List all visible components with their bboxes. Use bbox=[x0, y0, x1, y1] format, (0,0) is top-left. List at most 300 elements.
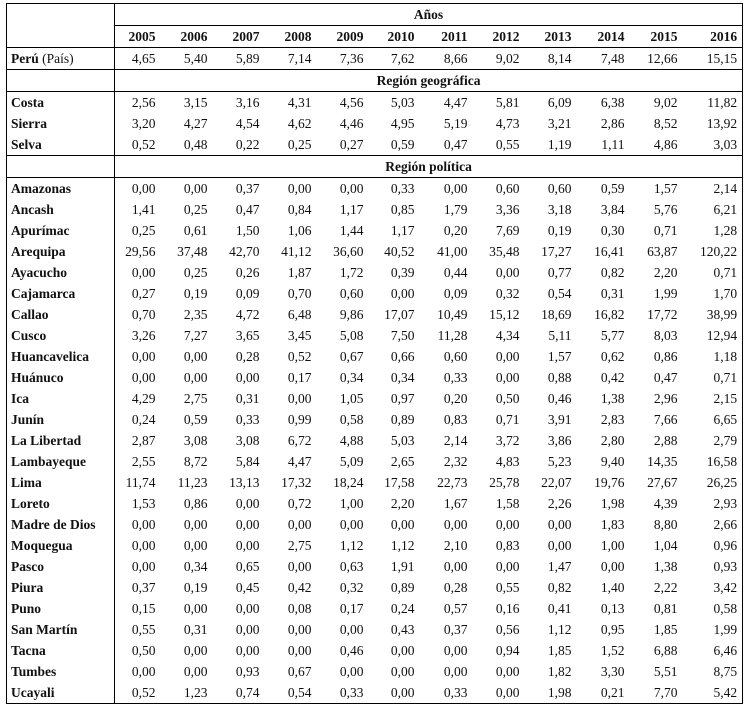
value-cell: 0,60 bbox=[495, 181, 520, 196]
value-cell: 0,99 bbox=[287, 412, 312, 427]
row-label bbox=[7, 556, 115, 577]
value-cell: 12,94 bbox=[683, 325, 743, 346]
value-cell: 17,32 bbox=[281, 475, 312, 490]
value-cell: 0,34 bbox=[183, 559, 208, 574]
value-cell: 0,33 bbox=[235, 412, 260, 427]
region-name: Ucayali bbox=[11, 685, 55, 700]
value-cell: 0,09 bbox=[443, 286, 468, 301]
value-cell: 1,67 bbox=[443, 496, 468, 511]
value-cell: 1,83 bbox=[600, 517, 625, 532]
value-cell: 2,10 bbox=[443, 538, 468, 553]
value-cell: 0,44 bbox=[443, 265, 468, 280]
value-cell: 8,80 bbox=[653, 517, 678, 532]
value-cell: 0,77 bbox=[547, 265, 572, 280]
value-cell: 6,21 bbox=[683, 199, 743, 220]
row-label bbox=[7, 304, 115, 325]
region-name: Huancavelica bbox=[11, 349, 89, 364]
value-cell: 0,00 bbox=[235, 643, 260, 658]
value-cell: 0,97 bbox=[390, 391, 415, 406]
value-cell: 3,08 bbox=[183, 433, 208, 448]
value-cell: 2,87 bbox=[115, 430, 161, 451]
value-cell: 17,07 bbox=[384, 307, 415, 322]
region-name: San Martín bbox=[11, 622, 78, 637]
year-header: 2011 bbox=[420, 26, 473, 48]
section-header-row bbox=[7, 70, 743, 92]
value-cell: 7,14 bbox=[265, 48, 317, 70]
value-cell: 0,09 bbox=[235, 286, 260, 301]
value-cell: 37,48 bbox=[177, 244, 208, 259]
section-title: Región geográfica bbox=[115, 70, 743, 92]
year-header: 2008 bbox=[265, 26, 317, 48]
value-cell: 7,69 bbox=[495, 223, 520, 238]
value-cell: 3,30 bbox=[600, 664, 625, 679]
header-title-row bbox=[7, 4, 743, 26]
value-cell: 0,00 bbox=[339, 517, 364, 532]
value-cell: 2,55 bbox=[115, 451, 161, 472]
value-cell: 5,08 bbox=[339, 328, 364, 343]
value-cell: 0,42 bbox=[600, 370, 625, 385]
value-cell: 0,47 bbox=[653, 370, 678, 385]
year-header: 2009 bbox=[317, 26, 369, 48]
value-cell: 5,84 bbox=[235, 454, 260, 469]
region-name: Arequipa bbox=[11, 244, 66, 259]
value-cell: 4,29 bbox=[115, 388, 161, 409]
value-cell: 0,71 bbox=[495, 412, 520, 427]
value-cell: 0,00 bbox=[443, 517, 468, 532]
value-cell: 1,98 bbox=[600, 496, 625, 511]
value-cell: 1,11 bbox=[577, 134, 630, 156]
value-cell: 0,83 bbox=[443, 412, 468, 427]
value-cell: 8,14 bbox=[525, 48, 577, 70]
value-cell: 3,72 bbox=[495, 433, 520, 448]
value-cell: 1,91 bbox=[390, 559, 415, 574]
value-cell: 4,46 bbox=[339, 116, 364, 131]
value-cell: 2,20 bbox=[653, 265, 678, 280]
value-cell: 0,67 bbox=[287, 664, 312, 679]
value-cell: 0,28 bbox=[443, 580, 468, 595]
value-cell: 5,03 bbox=[390, 433, 415, 448]
row-label bbox=[7, 346, 115, 367]
value-cell: 0,24 bbox=[115, 409, 161, 430]
value-cell: 0,00 bbox=[183, 370, 208, 385]
value-cell: 0,63 bbox=[339, 559, 364, 574]
value-cell: 0,60 bbox=[443, 349, 468, 364]
value-cell: 26,25 bbox=[683, 472, 743, 493]
value-cell: 0,00 bbox=[235, 370, 260, 385]
value-cell: 1,38 bbox=[600, 391, 625, 406]
value-cell: 4,54 bbox=[235, 116, 260, 131]
value-cell: 0,31 bbox=[183, 622, 208, 637]
value-cell: 42,70 bbox=[229, 244, 260, 259]
region-row bbox=[7, 367, 743, 388]
region-row bbox=[7, 430, 743, 451]
value-cell: 9,02 bbox=[473, 48, 525, 70]
value-cell: 0,24 bbox=[390, 601, 415, 616]
value-cell: 4,27 bbox=[183, 116, 208, 131]
value-cell: 0,47 bbox=[420, 134, 473, 156]
value-cell: 9,86 bbox=[339, 307, 364, 322]
value-cell: 1,18 bbox=[683, 346, 743, 367]
value-cell: 1,57 bbox=[547, 349, 572, 364]
region-name: Callao bbox=[11, 307, 49, 322]
value-cell: 0,00 bbox=[443, 643, 468, 658]
value-cell: 8,03 bbox=[653, 328, 678, 343]
value-cell: 0,71 bbox=[683, 262, 743, 283]
value-cell: 4,34 bbox=[495, 328, 520, 343]
region-name: Loreto bbox=[11, 496, 50, 511]
value-cell: 120,22 bbox=[683, 241, 743, 262]
value-cell: 0,82 bbox=[600, 265, 625, 280]
value-cell: 0,00 bbox=[183, 517, 208, 532]
value-cell: 0,50 bbox=[495, 391, 520, 406]
value-cell: 0,39 bbox=[390, 265, 415, 280]
value-cell: 0,00 bbox=[115, 178, 161, 200]
value-cell: 1,52 bbox=[600, 643, 625, 658]
value-cell: 1,12 bbox=[547, 622, 572, 637]
value-cell: 0,66 bbox=[390, 349, 415, 364]
row-label bbox=[7, 472, 115, 493]
value-cell: 15,12 bbox=[489, 307, 520, 322]
value-cell: 4,31 bbox=[287, 95, 312, 110]
value-cell: 0,58 bbox=[683, 598, 743, 619]
value-cell: 1,38 bbox=[653, 559, 678, 574]
region-name: Cusco bbox=[11, 328, 47, 343]
value-cell: 2,93 bbox=[683, 493, 743, 514]
value-cell: 0,54 bbox=[265, 682, 317, 704]
row-label bbox=[7, 598, 115, 619]
value-cell: 4,95 bbox=[390, 116, 415, 131]
value-cell: 0,00 bbox=[115, 514, 161, 535]
row-label bbox=[7, 682, 115, 704]
value-cell: 0,55 bbox=[115, 619, 161, 640]
value-cell: 0,85 bbox=[390, 202, 415, 217]
value-cell: 0,00 bbox=[547, 517, 572, 532]
value-cell: 4,86 bbox=[630, 134, 683, 156]
value-cell: 0,27 bbox=[115, 283, 161, 304]
value-cell: 17,27 bbox=[541, 244, 572, 259]
value-cell: 2,26 bbox=[547, 496, 572, 511]
value-cell: 0,43 bbox=[390, 622, 415, 637]
value-cell: 16,41 bbox=[594, 244, 625, 259]
row-label bbox=[7, 640, 115, 661]
value-cell: 3,15 bbox=[183, 95, 208, 110]
value-cell: 0,19 bbox=[547, 223, 572, 238]
value-cell: 8,72 bbox=[183, 454, 208, 469]
row-label bbox=[7, 220, 115, 241]
value-cell: 0,00 bbox=[339, 664, 364, 679]
region-name: La Libertad bbox=[11, 433, 82, 448]
value-cell: 18,69 bbox=[541, 307, 572, 322]
value-cell: 0,25 bbox=[265, 134, 317, 156]
value-cell: 0,65 bbox=[235, 559, 260, 574]
value-cell: 7,48 bbox=[577, 48, 630, 70]
region-row bbox=[7, 346, 743, 367]
value-cell: 2,86 bbox=[600, 116, 625, 131]
region-row bbox=[7, 134, 743, 156]
value-cell: 0,00 bbox=[287, 181, 312, 196]
value-cell: 4,83 bbox=[495, 454, 520, 469]
region-row bbox=[7, 556, 743, 577]
value-cell: 0,00 bbox=[390, 643, 415, 658]
value-cell: 0,89 bbox=[390, 580, 415, 595]
value-cell: 0,54 bbox=[547, 286, 572, 301]
value-cell: 0,52 bbox=[115, 134, 161, 156]
value-cell: 2,14 bbox=[683, 178, 743, 200]
row-label bbox=[7, 178, 115, 200]
row-label bbox=[7, 619, 115, 640]
value-cell: 0,19 bbox=[183, 286, 208, 301]
row-label bbox=[7, 451, 115, 472]
row-label bbox=[7, 92, 115, 114]
value-cell: 0,16 bbox=[495, 601, 520, 616]
value-cell: 0,55 bbox=[495, 580, 520, 595]
value-cell: 1,53 bbox=[115, 493, 161, 514]
row-label bbox=[7, 262, 115, 283]
value-cell: 3,65 bbox=[235, 328, 260, 343]
value-cell: 0,83 bbox=[495, 538, 520, 553]
value-cell: 0,45 bbox=[235, 580, 260, 595]
row-label bbox=[7, 388, 115, 409]
value-cell: 41,00 bbox=[437, 244, 468, 259]
value-cell: 1,82 bbox=[547, 664, 572, 679]
value-cell: 2,75 bbox=[287, 538, 312, 553]
region-name: Puno bbox=[11, 601, 42, 616]
value-cell: 4,62 bbox=[287, 116, 312, 131]
value-cell: 6,46 bbox=[683, 640, 743, 661]
row-label bbox=[7, 367, 115, 388]
value-cell: 0,72 bbox=[287, 496, 312, 511]
value-cell: 0,33 bbox=[420, 682, 473, 704]
value-cell: 3,26 bbox=[115, 325, 161, 346]
value-cell: 0,71 bbox=[653, 223, 678, 238]
value-cell: 0,00 bbox=[390, 664, 415, 679]
region-row bbox=[7, 304, 743, 325]
value-cell: 0,00 bbox=[495, 517, 520, 532]
value-cell: 2,79 bbox=[683, 430, 743, 451]
value-cell: 1,17 bbox=[339, 202, 364, 217]
value-cell: 0,86 bbox=[183, 496, 208, 511]
value-cell: 0,00 bbox=[287, 559, 312, 574]
value-cell: 1,19 bbox=[525, 134, 577, 156]
value-cell: 8,66 bbox=[420, 48, 473, 70]
region-name: Apurímac bbox=[11, 223, 70, 238]
value-cell: 7,62 bbox=[369, 48, 420, 70]
value-cell: 1,40 bbox=[600, 580, 625, 595]
value-cell: 0,33 bbox=[443, 370, 468, 385]
value-cell: 1,04 bbox=[653, 538, 678, 553]
country-qualifier: (País) bbox=[38, 51, 74, 66]
value-cell: 0,28 bbox=[235, 349, 260, 364]
value-cell: 1,06 bbox=[287, 223, 312, 238]
value-cell: 0,62 bbox=[600, 349, 625, 364]
value-cell: 2,35 bbox=[183, 307, 208, 322]
value-cell: 5,77 bbox=[600, 328, 625, 343]
value-cell: 0,00 bbox=[390, 517, 415, 532]
value-cell: 2,88 bbox=[653, 433, 678, 448]
value-cell: 5,76 bbox=[653, 202, 678, 217]
value-cell: 5,11 bbox=[548, 328, 572, 343]
region-row bbox=[7, 283, 743, 304]
value-cell: 0,70 bbox=[287, 286, 312, 301]
value-cell: 0,60 bbox=[339, 286, 364, 301]
value-cell: 0,34 bbox=[339, 370, 364, 385]
header-corner-cell bbox=[7, 4, 115, 26]
value-cell: 0,41 bbox=[547, 601, 572, 616]
country-row bbox=[7, 48, 743, 70]
value-cell: 0,67 bbox=[339, 349, 364, 364]
value-cell: 0,61 bbox=[183, 223, 208, 238]
value-cell: 0,00 bbox=[495, 349, 520, 364]
value-cell: 4,39 bbox=[653, 496, 678, 511]
value-cell: 0,00 bbox=[183, 181, 208, 196]
region-row bbox=[7, 113, 743, 134]
value-cell: 13,92 bbox=[683, 113, 743, 134]
value-cell: 1,05 bbox=[339, 391, 364, 406]
value-cell: 0,00 bbox=[183, 538, 208, 553]
region-row bbox=[7, 451, 743, 472]
region-row bbox=[7, 472, 743, 493]
value-cell: 0,00 bbox=[473, 682, 525, 704]
value-cell: 0,50 bbox=[115, 640, 161, 661]
region-row bbox=[7, 661, 743, 682]
value-cell: 0,00 bbox=[287, 517, 312, 532]
value-cell: 1,12 bbox=[390, 538, 415, 553]
value-cell: 0,00 bbox=[115, 661, 161, 682]
region-name: Huánuco bbox=[11, 370, 64, 385]
value-cell: 0,00 bbox=[369, 682, 420, 704]
year-header: 2006 bbox=[161, 26, 213, 48]
value-cell: 0,55 bbox=[473, 134, 525, 156]
value-cell: 0,60 bbox=[547, 181, 572, 196]
value-cell: 41,12 bbox=[281, 244, 312, 259]
value-cell: 0,00 bbox=[495, 559, 520, 574]
value-cell: 0,00 bbox=[235, 622, 260, 637]
value-cell: 0,00 bbox=[339, 181, 364, 196]
value-cell: 5,40 bbox=[161, 48, 213, 70]
value-cell: 7,27 bbox=[183, 328, 208, 343]
value-cell: 0,84 bbox=[287, 202, 312, 217]
value-cell: 0,25 bbox=[115, 220, 161, 241]
value-cell: 6,65 bbox=[683, 409, 743, 430]
value-cell: 0,95 bbox=[600, 622, 625, 637]
value-cell: 0,00 bbox=[183, 643, 208, 658]
value-cell: 2,83 bbox=[600, 412, 625, 427]
value-cell: 16,82 bbox=[594, 307, 625, 322]
row-label bbox=[7, 577, 115, 598]
value-cell: 1,47 bbox=[547, 559, 572, 574]
value-cell: 0,96 bbox=[683, 535, 743, 556]
region-name: Lambayeque bbox=[11, 454, 87, 469]
region-row bbox=[7, 199, 743, 220]
value-cell: 0,86 bbox=[653, 349, 678, 364]
region-name: Ancash bbox=[11, 202, 54, 217]
value-cell: 2,65 bbox=[390, 454, 415, 469]
value-cell: 1,00 bbox=[339, 496, 364, 511]
value-cell: 9,40 bbox=[600, 454, 625, 469]
region-row bbox=[7, 388, 743, 409]
value-cell: 0,19 bbox=[183, 580, 208, 595]
row-label bbox=[7, 661, 115, 682]
value-cell: 1,00 bbox=[600, 538, 625, 553]
value-cell: 17,58 bbox=[384, 475, 415, 490]
value-cell: 38,99 bbox=[683, 304, 743, 325]
region-name: Cajamarca bbox=[11, 286, 76, 301]
region-name: Ica bbox=[11, 391, 29, 406]
region-row bbox=[7, 409, 743, 430]
value-cell: 1,85 bbox=[653, 622, 678, 637]
value-cell: 6,38 bbox=[600, 95, 625, 110]
value-cell: 0,31 bbox=[600, 286, 625, 301]
value-cell: 0,88 bbox=[547, 370, 572, 385]
value-cell: 2,22 bbox=[653, 580, 678, 595]
region-name: Sierra bbox=[11, 116, 47, 131]
region-name: Lima bbox=[11, 475, 42, 490]
value-cell: 5,03 bbox=[390, 95, 415, 110]
value-cell: 11,82 bbox=[683, 92, 743, 114]
region-row bbox=[7, 682, 743, 704]
row-label bbox=[7, 325, 115, 346]
year-header: 2007 bbox=[213, 26, 265, 48]
value-cell: 1,99 bbox=[683, 619, 743, 640]
value-cell: 2,14 bbox=[443, 433, 468, 448]
value-cell: 0,71 bbox=[683, 367, 743, 388]
row-label bbox=[7, 48, 115, 70]
value-cell: 0,59 bbox=[600, 181, 625, 196]
value-cell: 0,37 bbox=[443, 622, 468, 637]
value-cell: 0,32 bbox=[495, 286, 520, 301]
value-cell: 0,20 bbox=[443, 391, 468, 406]
value-cell: 29,56 bbox=[115, 241, 161, 262]
value-cell: 6,09 bbox=[547, 95, 572, 110]
value-cell: 0,00 bbox=[115, 556, 161, 577]
region-row bbox=[7, 535, 743, 556]
value-cell: 1,23 bbox=[161, 682, 213, 704]
header-label-cell bbox=[7, 26, 115, 48]
value-cell: 0,26 bbox=[235, 265, 260, 280]
region-row bbox=[7, 514, 743, 535]
value-cell: 10,49 bbox=[437, 307, 468, 322]
value-cell: 13,13 bbox=[229, 475, 260, 490]
value-cell: 0,94 bbox=[495, 643, 520, 658]
value-cell: 3,36 bbox=[495, 202, 520, 217]
value-cell: 1,17 bbox=[390, 223, 415, 238]
value-cell: 5,23 bbox=[547, 454, 572, 469]
value-cell: 3,45 bbox=[287, 328, 312, 343]
value-cell: 7,36 bbox=[317, 48, 369, 70]
value-cell: 0,00 bbox=[235, 601, 260, 616]
region-name: Moquegua bbox=[11, 538, 73, 553]
year-header: 2012 bbox=[473, 26, 525, 48]
value-cell: 0,56 bbox=[495, 622, 520, 637]
value-cell: 3,86 bbox=[547, 433, 572, 448]
value-cell: 0,00 bbox=[183, 601, 208, 616]
value-cell: 8,75 bbox=[683, 661, 743, 682]
value-cell: 3,16 bbox=[235, 95, 260, 110]
value-cell: 0,17 bbox=[287, 370, 312, 385]
value-cell: 3,21 bbox=[547, 116, 572, 131]
value-cell: 2,56 bbox=[115, 92, 161, 114]
value-cell: 0,15 bbox=[115, 598, 161, 619]
value-cell: 0,59 bbox=[183, 412, 208, 427]
value-cell: 2,66 bbox=[683, 514, 743, 535]
value-cell: 35,48 bbox=[489, 244, 520, 259]
value-cell: 0,70 bbox=[115, 304, 161, 325]
value-cell: 0,89 bbox=[390, 412, 415, 427]
value-cell: 0,58 bbox=[339, 412, 364, 427]
value-cell: 0,08 bbox=[287, 601, 312, 616]
value-cell: 1,44 bbox=[339, 223, 364, 238]
value-cell: 0,17 bbox=[339, 601, 364, 616]
